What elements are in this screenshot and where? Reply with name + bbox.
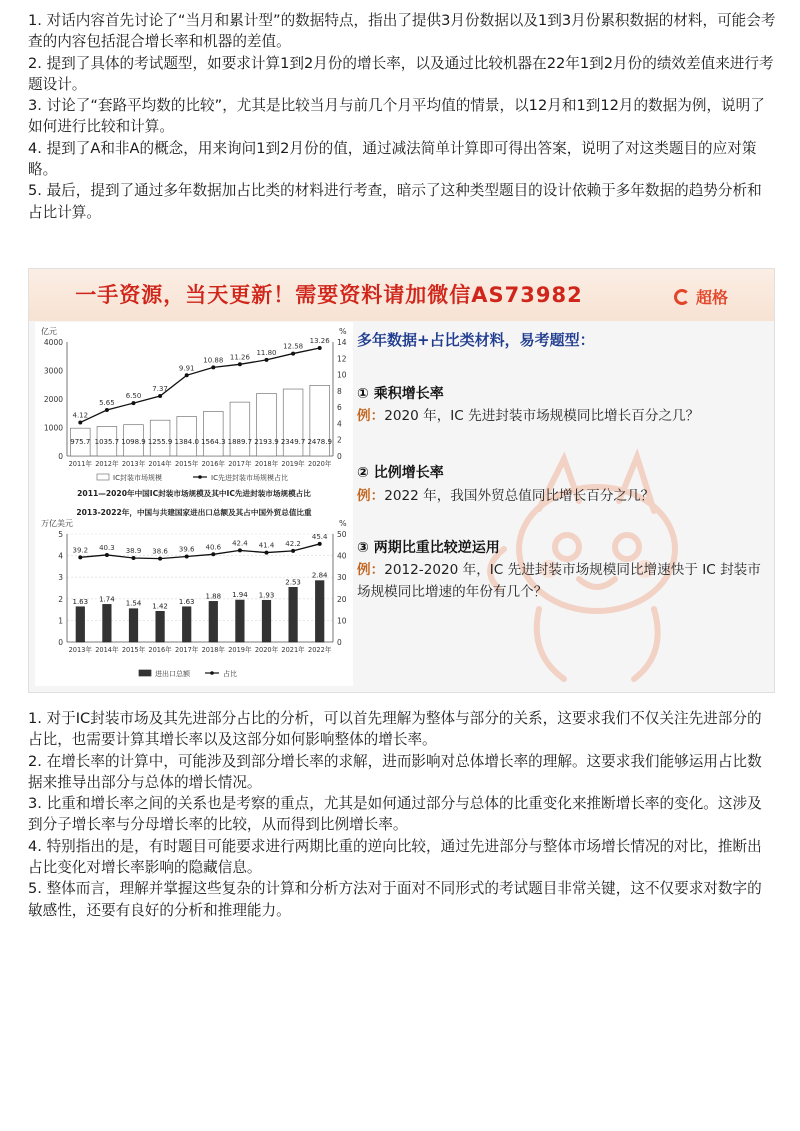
bar-value-label: 1098.9	[121, 438, 146, 446]
x-tick-label: 2020年	[254, 646, 279, 654]
legend-line-marker	[198, 475, 202, 479]
y2-tick-label: 20	[337, 594, 347, 604]
x-tick-label: 2016年	[201, 460, 225, 468]
x-tick-label: 2013年	[68, 646, 92, 654]
y-tick-label: 0	[58, 638, 63, 647]
chart-bar	[182, 607, 191, 642]
x-tick-label: 2013年	[121, 460, 146, 468]
y-tick-label: 1000	[43, 423, 63, 433]
chart-panel	[35, 322, 353, 686]
bar-value-label: 1.54	[125, 599, 142, 608]
chart-bar	[257, 393, 277, 456]
x-tick-label: 2012年	[95, 460, 119, 468]
share-point	[211, 365, 215, 369]
x-tick-label: 2018年	[201, 646, 225, 654]
note-paragraph: 4. 特别指出的是，有时题目可能要求进行两期比重的逆向比较，通过先进部分与整体市场增长情况的对比，推断出占比变化对增长率影响的隐藏信息。	[28, 837, 762, 877]
bar-value-label: 1035.7	[94, 438, 120, 446]
share-point	[105, 408, 109, 412]
bar-value-label: 1.94	[232, 591, 248, 600]
y-tick-label: 0	[58, 452, 63, 461]
x-tick-label: 2014年	[148, 460, 172, 468]
share-point	[291, 549, 295, 553]
y2-tick-label: 4	[337, 419, 342, 429]
share-value-label: 42.4	[232, 539, 248, 548]
x-tick-label: 2022年	[308, 646, 332, 654]
bar-value-label: 1384.0	[174, 438, 199, 446]
share-value-label: 11.80	[256, 348, 277, 357]
x-tick-label: 2019年	[228, 646, 252, 654]
bar-value-label: 2349.7	[280, 438, 306, 446]
y-tick-label: 3000	[43, 366, 63, 376]
bar-value-label: 1.63	[72, 597, 89, 606]
bar-value-label: 1.93	[258, 591, 275, 600]
y-axis-unit: 万亿美元	[41, 519, 73, 528]
chart-bar	[103, 604, 112, 642]
bar-value-label: 1.42	[152, 602, 168, 611]
lecture-slide	[28, 268, 775, 693]
legend-bar-swatch	[97, 474, 109, 480]
slide-banner	[29, 269, 774, 321]
question-title: ③ 两期比重比较逆运用	[357, 540, 500, 556]
share-value-label: 38.6	[152, 547, 168, 556]
chart-bar	[156, 611, 165, 642]
x-tick-label: 2017年	[228, 460, 252, 468]
share-point	[132, 556, 136, 560]
question-example	[357, 559, 762, 603]
y2-tick-label: 30	[337, 573, 347, 583]
y-tick-label: 2000	[43, 395, 63, 404]
x-tick-label: 2019年	[281, 460, 305, 468]
brand-name: 超格	[695, 288, 728, 307]
share-point	[238, 548, 242, 552]
chart-bar	[315, 581, 324, 642]
banner-text: 一手资源，当天更新！需要资料请加微信AS73982	[75, 283, 583, 307]
x-tick-label: 2015年	[121, 646, 146, 654]
chart-bar	[262, 600, 271, 642]
note-paragraph: 2. 在增长率的计算中，可能涉及到部分增长率的求解，进而影响对总体增长率的理解。这要求我们能够运用占比数据来推导出部分与总体的增长情况。	[28, 752, 762, 791]
x-tick-label: 2015年	[175, 460, 199, 468]
chart-bar	[177, 417, 197, 456]
note-paragraph: 2. 提到了具体的考试题型，如要求计算1到2月份的增长率，以及通过比较机器在22年1到2月份的绩效差值来进行考题设计。	[28, 54, 774, 93]
legend-label: IC先进封装市场规模占比	[211, 474, 288, 482]
question-title: ① 乘积增长率	[357, 386, 444, 402]
x-tick-label: 2011年	[68, 460, 92, 468]
bar-value-label: 1.74	[99, 595, 115, 604]
legend-bar-swatch	[139, 670, 151, 676]
share-value-label: 40.3	[99, 543, 115, 552]
trade-chart	[35, 504, 353, 684]
y2-tick-label: 10	[337, 616, 347, 626]
share-value-label: 6.50	[125, 392, 142, 401]
share-point	[265, 358, 269, 362]
y-tick-label: 4000	[43, 338, 63, 347]
share-point	[318, 346, 322, 350]
y2-tick-label: 0	[337, 452, 342, 461]
y2-tick-label: 40	[337, 551, 347, 561]
example-label: 例：	[357, 408, 385, 424]
share-point	[105, 553, 109, 557]
share-value-label: 9.91	[178, 364, 195, 373]
bar-value-label: 1255.9	[147, 438, 173, 446]
chart-bar	[236, 600, 245, 642]
share-value-label: 39.6	[178, 545, 195, 554]
share-value-label: 42.2	[285, 539, 301, 548]
legend-line-marker	[210, 671, 214, 675]
y-tick-label: 1	[58, 616, 63, 626]
bar-value-label: 2478.9	[307, 438, 332, 446]
share-point	[158, 557, 162, 561]
note-paragraph: 3. 比重和增长率之间的关系也是考察的重点，尤其是如何通过部分与总体的比重变化来推断增长率的变化。这涉及到分子增长率与分母增长率的比较，从而得到比例增长率。	[28, 795, 762, 834]
bar-value-label: 1.88	[205, 592, 222, 601]
chart-bar	[129, 609, 138, 642]
y2-tick-label: 50	[337, 530, 347, 539]
note-paragraph: 4. 提到了A和非A的概念，用来询问1到2月份的值，通过减法简单计算即可得出答案，说明了对这类题目的应对策略。	[28, 139, 757, 179]
share-value-label: 7.37	[152, 384, 168, 393]
summary-notes-bottom	[28, 708, 776, 921]
bar-value-label: 1889.7	[227, 438, 253, 446]
bar-value-label: 1564.3	[201, 438, 226, 446]
x-tick-label: 2018年	[254, 460, 279, 468]
example-label: 例：	[357, 488, 385, 504]
brand-c-icon	[674, 289, 690, 305]
note-paragraph: 5. 最后，提到了通过多年数据加占比类的材料进行考查，暗示了这种类型题目的设计依赖于多年数据的趋势分析和占比计算。	[28, 182, 762, 221]
note-paragraph: 1. 对于IC封装市场及其先进部分占比的分析，可以首先理解为整体与部分的关系，这要求我们不仅关注先进部分的占比，也需要计算其增长率以及这部分如何影响整体的增长率。	[28, 710, 762, 749]
x-tick-label: 2020年	[308, 460, 332, 468]
share-point	[78, 555, 82, 559]
share-value-label: 5.65	[99, 398, 115, 407]
chart-title: 2013-2022年，中国与共建国家进出口总额及其占中国外贸总值比重	[76, 508, 312, 517]
y2-tick-label: 0	[337, 638, 342, 647]
share-value-label: 12.58	[283, 342, 304, 351]
brand-logo	[674, 285, 728, 308]
ic-packaging-chart	[35, 322, 353, 502]
question-example	[357, 485, 762, 507]
share-point	[158, 394, 162, 398]
bar-value-label: 975.7	[70, 438, 91, 446]
example-text: 2020 年，IC 先进封装市场规模同比增长百分之几？	[384, 408, 700, 424]
example-text: 2022 年，我国外贸总值同比增长百分之几？	[384, 488, 655, 504]
bar-value-label: 2.53	[285, 578, 301, 587]
share-value-label: 4.12	[72, 411, 89, 420]
legend-label: 进出口总额	[155, 670, 190, 678]
share-point	[78, 420, 82, 424]
y-axis-unit: 亿元	[41, 327, 57, 336]
bar-value-label: 1.63	[178, 597, 195, 606]
chart-title: 2011—2020年中国IC封装市场规模及其中IC先进封装市场规模占比	[77, 489, 311, 498]
y-tick-label: 3	[58, 573, 63, 583]
y-tick-label: 4	[58, 551, 63, 561]
y2-tick-label: 8	[337, 386, 342, 396]
note-paragraph: 3. 讨论了“套路平均数的比较”，尤其是比较当月与前几个月平均值的情景，以12月和1到12月的数据为例，说明了如何进行比较和计算。	[28, 97, 765, 136]
example-text: 2012-2020 年，IC 先进封装市场规模同比增速快于 IC 封装市场规模同比增速的年份有几个？	[357, 562, 761, 600]
y-tick-label: 2	[58, 594, 63, 604]
x-tick-label: 2021年	[281, 646, 305, 654]
x-tick-label: 2016年	[148, 646, 172, 654]
share-point	[318, 542, 322, 546]
y2-tick-label: 10	[337, 370, 347, 380]
chart-bar	[203, 411, 223, 456]
share-point	[291, 352, 295, 356]
y2-tick-label: 2	[337, 435, 342, 445]
share-value-label: 45.4	[311, 532, 328, 541]
share-point	[211, 552, 215, 556]
share-point	[185, 554, 189, 558]
share-value-label: 13.26	[309, 337, 330, 346]
share-value-label: 39.2	[72, 546, 89, 555]
share-point	[265, 551, 269, 555]
chart-bar	[209, 601, 218, 642]
y2-tick-label: 12	[337, 354, 347, 364]
note-paragraph: 5. 整体而言，理解并掌握这些复杂的计算和分析方法对于面对不同形式的考试题目非常关键，这不仅要求对数字的敏感性，还要有良好的分析和推理能力。	[28, 880, 762, 919]
question-example	[357, 405, 762, 427]
share-value-label: 41.4	[258, 541, 275, 550]
chart-bar	[76, 607, 85, 642]
summary-notes-top	[28, 10, 776, 223]
note-paragraph: 1. 对话内容首先讨论了“当月和累计型”的数据特点，指出了提供3月份数据以及1到3月份累积数据的材料，可能会考查的内容包括混合增长率和机器的差值。	[28, 12, 776, 51]
share-value-label: 11.26	[229, 353, 250, 362]
example-label: 例：	[357, 562, 385, 578]
question-heading: 多年数据+占比类材料，易考题型：	[357, 331, 595, 349]
y2-axis-unit: %	[339, 327, 347, 336]
bar-value-label: 2193.9	[254, 438, 279, 446]
share-point	[238, 362, 242, 366]
share-point	[132, 401, 136, 405]
y-tick-label: 5	[58, 530, 63, 539]
x-tick-label: 2014年	[95, 646, 119, 654]
bar-value-label: 2.84	[311, 571, 328, 580]
chart-bar	[289, 587, 298, 642]
share-value-label: 38.9	[125, 546, 142, 555]
y2-tick-label: 6	[337, 403, 342, 413]
question-title: ② 比例增长率	[357, 465, 444, 481]
share-point	[185, 373, 189, 377]
share-value-label: 10.88	[203, 356, 224, 365]
x-tick-label: 2017年	[175, 646, 199, 654]
y2-axis-unit: %	[339, 519, 347, 528]
legend-label: IC封装市场规模	[113, 474, 162, 482]
legend-label: 占比	[223, 670, 237, 678]
chart-bar	[230, 402, 250, 456]
share-value-label: 40.6	[205, 543, 222, 552]
y2-tick-label: 14	[337, 338, 347, 347]
